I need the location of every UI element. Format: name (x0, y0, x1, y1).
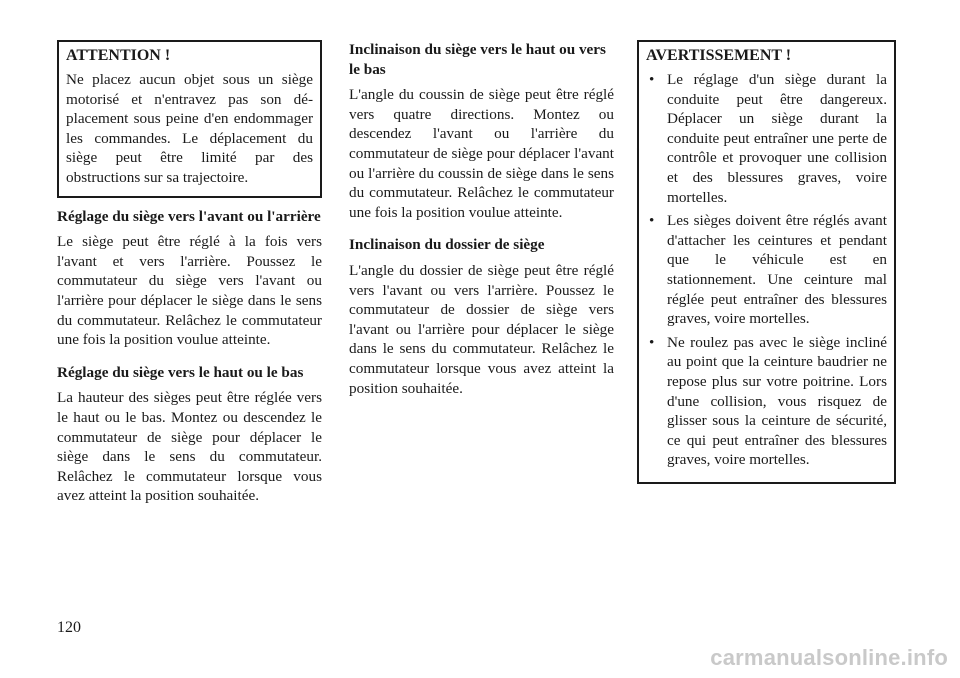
warning-title: AVERTISSEMENT ! (646, 47, 792, 64)
warning-item (646, 333, 887, 470)
paragraph-height: La hauteur des sièges peut être réglée vers le haut ou le bas. Montez ou descendez le commutateur de siège pour déplacer le siège dans le sens du commutateur. Relâchez le commutateur lorsque vous avez atteint la position souhaitée. (57, 389, 322, 505)
paragraph-tilt: L'angle du coussin de siège peut être réglé vers quatre directions. Montez ou descendez l'avant ou l'arrière du commutateur de siège pour déplacer l'avant ou l'arrière du coussin de siège dans le sens du commutateur. Relâchez le commutateur une fois la position voulue atteinte. (349, 86, 614, 221)
warning-box (637, 40, 896, 484)
heading-height: Réglage du siège vers le haut ou le bas (57, 363, 304, 381)
warning-item-text: Le réglage d'un siège durant la conduite peut être dangereux. Déplacer un siège durant la conduite peut entraîner une perte de contrôle et provoquer une collision et des blessures graves, voire mortelles. (667, 71, 887, 206)
heading-tilt: Inclinaison du siège vers le haut ou vers le bas (349, 41, 606, 78)
warning-item-text: Ne roulez pas avec le siège incliné au point que la ceinture baudrier ne repose plus sur votre poitrine. Lors d'une collision, vous risquez de glisser sous la ceinture de sécurité, ce qui peut entraîner des blessures graves, voire mortelles. (667, 333, 887, 469)
attention-box (57, 40, 322, 198)
bullet-icon: • (649, 333, 655, 351)
page-number: 120 (57, 619, 81, 636)
column-right (637, 40, 896, 484)
attention-title: ATTENTION ! (66, 47, 171, 64)
bullet-icon: • (649, 71, 655, 88)
warning-item (646, 211, 887, 329)
heading-recline: Inclinaison du dossier de siège (349, 236, 545, 254)
warning-list (646, 70, 887, 470)
heading-fore-aft: Réglage du siège vers l'avant ou l'arrière (57, 207, 321, 225)
warning-item (646, 70, 887, 207)
warning-item-text: Les sièges doivent être réglés avant d'attacher les ceintures et pendant que le véhicule est en stationnement. Une ceinture mal réglée peut entraîner des blessures graves, voire mortelles. (667, 212, 887, 328)
column-middle (349, 40, 614, 398)
bullet-icon: • (649, 212, 655, 230)
paragraph-fore-aft: Le siège peut être réglé à la fois vers l'avant et vers l'arrière. Poussez le commutateur du siège vers l'avant ou l'arrière pour déplacer le siège dans le sens du commutateur. Relâchez le commutateur une fois la position voulue atteinte. (57, 233, 322, 349)
paragraph-recline: L'angle du dossier de siège peut être réglé vers l'avant ou vers l'arrière. Poussez le commutateur de dossier de siège vers l'avant ou l'arrière pour déplacer le siège dans le sens du commutateur. Relâchez le commutateur lorsque vous avez atteint la position souhaitée. (349, 261, 614, 397)
watermark: carmanualsonline.info (710, 645, 948, 670)
column-left (57, 40, 322, 506)
attention-text: Ne placez aucun objet sous un siège motorisé et n'entravez pas son déplacement sous peine d'en endommager les commandes. Le déplacement du siège peut être limité par des obstructions sur sa trajectoire. (66, 71, 313, 186)
